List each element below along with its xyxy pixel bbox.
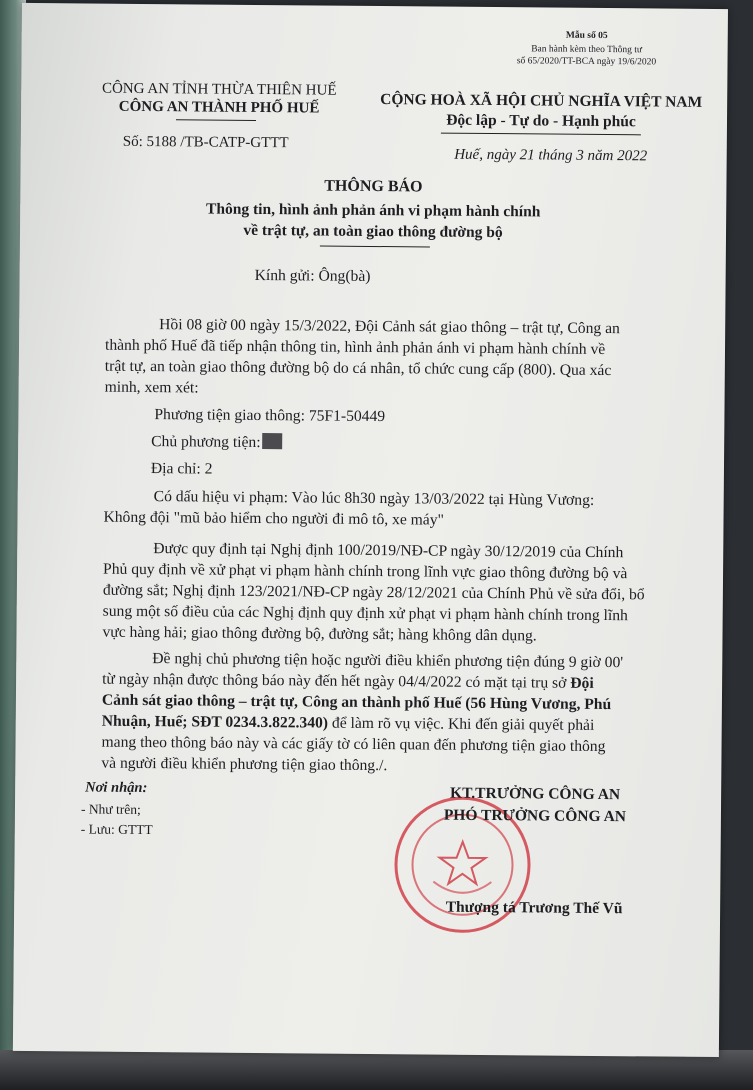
vehicle-plate: Phương tiện giao thông: 75F1-50449 bbox=[154, 406, 386, 426]
agency-name: CÔNG AN THÀNH PHỐ HUẾ bbox=[118, 98, 320, 117]
legal-line: sung một số điều của các Nghị định quy định xử phạt vi phạm hành chính trong lĩnh bbox=[102, 602, 628, 625]
intro-line: thành phố Huế đã tiếp nhận thông tin, hình ảnh phản ánh vi phạm hành chính về bbox=[104, 336, 606, 359]
request-line: mang theo thông báo này và các giấy tờ có liên quan đến phương tiện giao thông bbox=[101, 733, 606, 756]
request-line: và người điều khiển phương tiện giao thông./. bbox=[101, 754, 388, 775]
request-line: Cảnh sát giao thông – trật tự, Công an thành phố Huế (56 Hùng Vương, Phú bbox=[101, 691, 612, 714]
vehicle-address: Địa chỉ: 2 bbox=[150, 460, 213, 478]
legal-line: Được quy định tại Nghị định 100/2019/NĐ-CP ngày 30/12/2019 của Chính bbox=[153, 540, 624, 562]
notice-subtitle-1: Thông tin, hình ảnh phản ánh vi phạm hành chính bbox=[205, 200, 541, 221]
request-bold: Đội bbox=[570, 674, 594, 692]
redaction-box bbox=[263, 433, 283, 449]
signer-name: Thượng tá Trương Thế Vũ bbox=[445, 898, 623, 918]
notice-subtitle-2: về trật tự, an toàn giao thông đường bộ bbox=[243, 221, 503, 242]
nation-title: CỘNG HOÀ XÃ HỘI CHỦ NGHĨA VIỆT NAM bbox=[380, 91, 703, 111]
motto-underline bbox=[441, 133, 641, 136]
violation-line: Không đội "mũ bảo hiểm cho người đi mô tô, xe máy" bbox=[103, 508, 444, 529]
reference-number: Số: 5188 /TB-CATP-GTTT bbox=[122, 133, 289, 152]
salutation: Kính gửi: Ông(bà) bbox=[254, 266, 371, 285]
intro-line: Hồi 08 giờ 00 ngày 15/3/2022, Đội Cảnh sát giao thông – trật tự, Công an bbox=[159, 316, 620, 338]
intro-line: minh, xem xét: bbox=[104, 378, 199, 397]
signature-title-1: KT.TRƯỞNG CÔNG AN bbox=[450, 784, 621, 804]
form-issued-line1: Ban hành kèm theo Thông tư bbox=[531, 44, 643, 56]
title-underline bbox=[320, 246, 430, 248]
signature-title-2: PHÓ TRƯỞNG CÔNG AN bbox=[443, 806, 627, 826]
request-bold: Nhuận, Huế; SĐT 0234.3.822.340) bbox=[101, 712, 329, 732]
recipient-item: - Lưu: GTTT bbox=[80, 821, 153, 838]
notice-title: THÔNG BÁO bbox=[324, 177, 423, 196]
legal-line: vực hàng hải; giao thông đường bộ, đường sắt; hàng không dân dụng. bbox=[102, 623, 537, 645]
request-text: từ ngày nhận được thông báo này đến hết ngày 04/4/2022 có mặt tại trụ sở bbox=[102, 670, 571, 692]
request-line bbox=[102, 671, 594, 693]
nation-motto: Độc lập - Tự do - Hạnh phúc bbox=[446, 111, 636, 131]
violation-line: Có dấu hiệu vi phạm: Vào lúc 8h30 ngày 13/03/2022 tại Hùng Vương: bbox=[153, 488, 595, 509]
place-date: Huế, ngày 21 tháng 3 năm 2022 bbox=[454, 146, 648, 165]
vehicle-owner bbox=[151, 432, 283, 452]
request-line: Đề nghị chủ phương tiện hoặc người điều khiển phương tiện đúng 9 giờ 00' bbox=[152, 650, 624, 672]
agency-underline bbox=[176, 119, 256, 121]
recipient-item: - Như trên; bbox=[80, 801, 141, 817]
intro-line: trật tự, an toàn giao thông đường bộ do cá nhân, tổ chức cung cấp (800). Qua xác bbox=[104, 357, 612, 380]
form-number: Mẫu số 05 bbox=[565, 30, 608, 42]
legal-line: Phủ quy định về xử phạt vi phạm hành chính trong lĩnh vực giao thông đường bộ và bbox=[103, 560, 628, 583]
legal-line: đường sắt; Nghị định 123/2021/NĐ-CP ngày 28/12/2021 của Chính Phủ về sửa đổi, bổ bbox=[102, 581, 645, 604]
request-text: để làm rõ vụ việc. Khi đến giải quyết phải bbox=[327, 714, 595, 734]
owner-label: Chủ phương tiện: bbox=[151, 433, 261, 452]
document-page bbox=[13, 3, 728, 1057]
form-issued-line2: số 65/2020/TT-BCA ngày 19/6/2020 bbox=[516, 56, 657, 68]
recipients-label: Nơi nhận: bbox=[85, 779, 148, 797]
agency-parent: CÔNG AN TỈNH THỪA THIÊN HUẾ bbox=[101, 80, 337, 99]
request-line bbox=[102, 713, 595, 735]
